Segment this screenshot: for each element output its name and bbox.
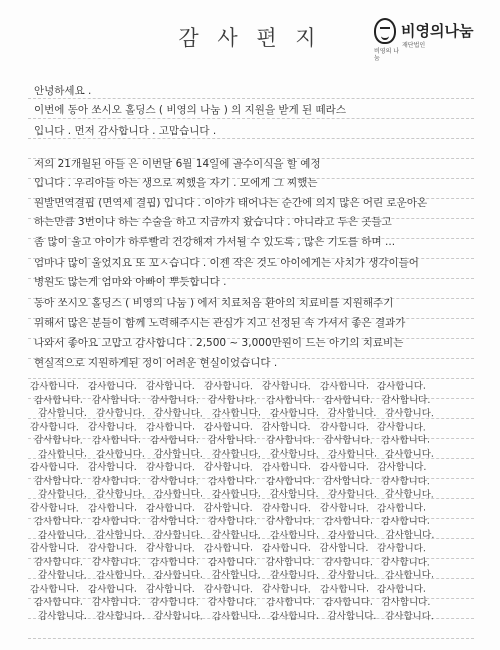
thanks-word: 감사합니다. bbox=[153, 529, 203, 541]
thanks-word: 감사합니다. bbox=[145, 583, 195, 595]
letter-line: 위해서 많은 분들이 함께 노력해주시는 관심가 지고 선정된 속 가셔서 좋은 결과가 bbox=[34, 317, 406, 329]
thanks-word: 감사합니다. bbox=[327, 447, 377, 461]
thanks-word: 감사합니다. bbox=[269, 569, 319, 582]
thanks-word: 감사합니다. bbox=[265, 556, 315, 568]
letter-line: 하는만큼 3번이나 하는 수술을 하고 지금까지 왔습니다 . 아니라고 두은 곳들고 bbox=[34, 216, 392, 228]
thanks-word: 감사합니다. bbox=[319, 582, 369, 596]
thanks-word: 감사합니다. bbox=[30, 421, 79, 433]
thanks-word: 감사합니다. bbox=[153, 609, 203, 623]
thanks-word: 감사합니다. bbox=[37, 488, 87, 501]
thanks-word: 감사합니다. bbox=[327, 488, 377, 501]
thanks-word: 감사합니다. bbox=[385, 488, 435, 501]
thanks-word: 감사합니다. bbox=[377, 420, 427, 434]
thanks-word: 감사합니다. bbox=[33, 556, 83, 568]
thanks-word: 감사합니다. bbox=[265, 475, 315, 487]
thanks-word: 감사합니다. bbox=[149, 596, 199, 609]
letter-line: 현실적으로 지원하게된 정이 어려운 현실이었습니다 . bbox=[34, 357, 278, 369]
thanks-word: 감사합니다. bbox=[87, 380, 137, 393]
logo-prefix: 재단법인 bbox=[402, 42, 426, 49]
thanks-word: 감사합니다. bbox=[91, 434, 141, 447]
thanks-word: 감사합니다. bbox=[211, 570, 261, 581]
thanks-word: 감사합니다. bbox=[38, 610, 87, 622]
thanks-word: 감사합니다. bbox=[327, 569, 377, 582]
thanks-word: 감사합니다. bbox=[381, 394, 431, 406]
letter-line: 엄마나 많이 울었지요 또 꼬ㅅ습니다 . 이젠 작은 것도 아이에게는 사치가 생각이들어 bbox=[34, 257, 419, 269]
thanks-word: 감사합니다. bbox=[91, 597, 141, 608]
foundation-logo bbox=[374, 18, 492, 64]
thanks-word: 감사합니다. bbox=[269, 610, 319, 622]
thanks-word: 감사합니다. bbox=[203, 542, 253, 555]
thanks-word: 감사합니다. bbox=[323, 434, 373, 447]
thanks-word: 감사합니다. bbox=[211, 609, 261, 623]
thanks-word: 감사합니다. bbox=[319, 461, 369, 474]
thanks-word: 감사합니다. bbox=[265, 393, 315, 407]
letter-title: 감 사 편 지 bbox=[178, 26, 322, 50]
thanks-word: 감사합니다. bbox=[261, 421, 311, 433]
thanks-word: 감사합니다. bbox=[145, 381, 195, 392]
thanks-word: 감사합니다. bbox=[149, 394, 199, 406]
thanks-word: 감사합니다. bbox=[319, 501, 369, 515]
thanks-word: 감사합니다. bbox=[37, 569, 87, 582]
thanks-word: 감사합니다. bbox=[95, 488, 145, 501]
letter-line: 나와서 좋아요 고맙고 감사합니다 . 2,500 ~ 3,000만원이 드는 아기의 치료비는 bbox=[34, 337, 404, 349]
thanks-word: 감사합니다. bbox=[319, 421, 369, 433]
thanks-word: 감사합니다. bbox=[323, 515, 373, 528]
thanks-word: 감사합니다. bbox=[30, 380, 80, 393]
thanks-word: 감사합니다. bbox=[377, 380, 427, 393]
thanks-word: 감사합니다. bbox=[91, 515, 141, 528]
logo-subtext: 비영의 나눔 bbox=[374, 48, 400, 62]
thanks-word: 감사합니다. bbox=[269, 489, 319, 500]
thanks-word: 감사합니다. bbox=[145, 502, 195, 514]
thanks-word: 감사합니다. bbox=[261, 461, 311, 474]
thanks-word: 감사합니다. bbox=[211, 488, 261, 501]
thanks-word: 감사합니다. bbox=[381, 434, 431, 447]
thanks-word: 감사합니다. bbox=[207, 515, 257, 528]
thanks-word: 감사합니다. bbox=[30, 543, 79, 554]
thanks-word: 감사합니다. bbox=[207, 474, 257, 488]
thanks-word: 감사합니다. bbox=[95, 407, 145, 420]
thanks-word: 감사합니다. bbox=[153, 407, 203, 420]
thanks-word: 감사합니다. bbox=[95, 610, 145, 622]
thanks-word: 감사합니다. bbox=[385, 529, 435, 541]
thanks-word: 감사합니다. bbox=[319, 543, 369, 554]
thanks-word: 감사합니다. bbox=[30, 501, 79, 515]
thanks-word: 감사합니다. bbox=[153, 569, 203, 582]
letter-line: 저의 21개월된 아들 은 이번달 6월 14일에 골수이식을 할 예정 bbox=[34, 158, 321, 170]
thanks-word: 감사합니다. bbox=[327, 408, 377, 419]
thanks-word: 감사합니다. bbox=[37, 529, 87, 541]
thanks-word: 감사합니다. bbox=[203, 380, 253, 393]
letter-line: 병원도 많는게 엄마와 아빠이 뿌듯합니다 . bbox=[34, 276, 227, 288]
thanks-word: 감사합니다. bbox=[34, 475, 83, 487]
thanks-word: 감사합니다. bbox=[207, 393, 257, 407]
thanks-word: 감사합니다. bbox=[269, 447, 319, 461]
letter-line: 동아 쏘시오 홀딩스 ( 비영의 나눔 ) 에서 치료처음 환아의 치료비를 지원해주기 bbox=[34, 297, 394, 309]
thanks-word: 감사합니다. bbox=[377, 462, 427, 473]
thanks-word: 감사합니다. bbox=[261, 582, 311, 596]
thanks-word: 감사합니다. bbox=[87, 542, 137, 555]
thanks-word: 감사합니다. bbox=[377, 501, 427, 515]
thanks-word: 감사합니다. bbox=[145, 542, 195, 555]
thanks-word: 감사합니다. bbox=[153, 448, 203, 460]
thanks-word: 감사합니다. bbox=[265, 515, 315, 528]
thanks-word: 감사합니다. bbox=[91, 555, 141, 569]
thanks-word: 감사합니다. bbox=[91, 475, 141, 487]
logo-brand: 비영의나눔 bbox=[401, 22, 474, 40]
thanks-word: 감사합니다. bbox=[149, 434, 199, 447]
thanks-word: 감사합니다. bbox=[377, 583, 427, 595]
thanks-word: 감사합니다. bbox=[381, 597, 431, 608]
thanks-word: 감사합니다. bbox=[327, 529, 377, 541]
thanks-word: 감사합니다. bbox=[207, 435, 257, 446]
thanks-row bbox=[30, 608, 484, 626]
thanks-word: 감사합니다. bbox=[33, 596, 83, 609]
thanks-word: 감사합니다. bbox=[95, 529, 145, 541]
thanks-word: 감사합니다. bbox=[385, 448, 435, 460]
thanks-word: 감사합니다. bbox=[38, 408, 87, 419]
thanks-word: 감사합니다. bbox=[385, 610, 435, 622]
thanks-word: 감사합니다. bbox=[269, 528, 319, 542]
thanks-word: 감사합니다. bbox=[261, 542, 311, 555]
thanks-word: 감사합니다. bbox=[33, 394, 83, 406]
thanks-word: 감사합니다. bbox=[265, 434, 315, 447]
thanks-word: 감사합니다. bbox=[87, 420, 137, 434]
letter-line: 입니다 . 우리아들 아는 생으로 찌했을 자기 . 모에게 그 찌했는 bbox=[34, 177, 318, 189]
smile-face-icon bbox=[374, 18, 396, 44]
thanks-word: 감사합니다. bbox=[323, 596, 373, 609]
thanks-word: 감사합니다. bbox=[381, 475, 431, 487]
rule-line bbox=[28, 98, 474, 99]
thanks-word: 감사합니다. bbox=[153, 488, 203, 501]
thanks-word: 감사합니다. bbox=[95, 448, 145, 460]
thanks-word: 감사합니다. bbox=[207, 556, 257, 568]
letter-line: 안녕하세요 . bbox=[34, 85, 92, 97]
thanks-word: 감사합니다. bbox=[37, 447, 88, 461]
thanks-word: 감사합니다. bbox=[323, 556, 373, 568]
thanks-word: 감사합니다. bbox=[261, 380, 311, 393]
thanks-word: 감사합니다. bbox=[323, 475, 373, 487]
thanks-word: 감사합니다. bbox=[203, 583, 253, 595]
thanks-word: 감사합니다. bbox=[207, 596, 257, 609]
thanks-word: 감사합니다. bbox=[323, 394, 373, 406]
thanks-word: 감사합니다. bbox=[149, 516, 199, 527]
rule-line bbox=[28, 138, 474, 139]
thanks-word: 감사합니다. bbox=[203, 502, 253, 514]
thanks-word: 감사합니다. bbox=[30, 461, 79, 474]
thanks-word: 감사합니다. bbox=[203, 461, 253, 474]
thanks-word: 감사합니다. bbox=[385, 407, 435, 420]
thanks-word: 감사합니다. bbox=[269, 407, 319, 420]
rule-line bbox=[28, 638, 474, 639]
thanks-word: 감사합니다. bbox=[211, 448, 261, 460]
rule-line bbox=[28, 118, 474, 119]
thanks-word: 감사합니다. bbox=[33, 515, 84, 528]
thanks-word: 감사합니다. bbox=[87, 583, 137, 595]
thanks-word: 감사합니다. bbox=[211, 407, 261, 420]
thanks-word: 감사합니다. bbox=[261, 502, 311, 514]
thanks-word: 감사합니다. bbox=[33, 434, 83, 447]
thanks-word: 감사합니다. bbox=[145, 420, 195, 434]
letter-line: 원발면역결핍 (면역세 결핍) 입니다 . 이아가 태어나는 순간에 의지 많은 어린 로운아온 bbox=[34, 197, 428, 209]
thanks-word: 감사합니다. bbox=[149, 474, 199, 488]
thanks-word: 감사합니다. bbox=[319, 380, 369, 393]
thanks-word: 감사합니다. bbox=[87, 462, 137, 473]
thanks-word: 감사합니다. bbox=[95, 569, 145, 582]
thanks-word: 감사합니다. bbox=[91, 394, 141, 406]
thanks-word: 감사합니다. bbox=[30, 582, 80, 596]
thanks-word: 감사합니다. bbox=[381, 555, 431, 569]
thanks-word: 감사합니다. bbox=[265, 596, 315, 609]
thanks-word: 감사합니다. bbox=[385, 569, 435, 582]
thanks-word: 감사합니다. bbox=[377, 542, 427, 555]
thanks-word: 감사합니다. bbox=[87, 501, 137, 515]
thanks-word: 감사합니다. bbox=[327, 610, 377, 622]
letter-line: 입니다 . 먼저 감사합니다 . 고맙습니다 . bbox=[34, 125, 217, 137]
letter-line: 이번에 동아 쏘시오 홀딩스 ( 비영의 나눔 ) 의 지원을 받게 된 떼라스 bbox=[34, 104, 346, 116]
letter-line: 좀 많이 울고 아이가 하루빨리 건강해져 가서될 수 있도록 , 많은 기도를 하며 ... bbox=[34, 236, 396, 248]
thanks-word: 감사합니다. bbox=[145, 461, 195, 474]
thanks-word: 감사합니다. bbox=[381, 515, 431, 528]
thanks-word: 감사합니다. bbox=[149, 555, 199, 569]
thanks-word: 감사합니다. bbox=[203, 421, 253, 433]
thanks-word: 감사합니다. bbox=[211, 528, 261, 542]
